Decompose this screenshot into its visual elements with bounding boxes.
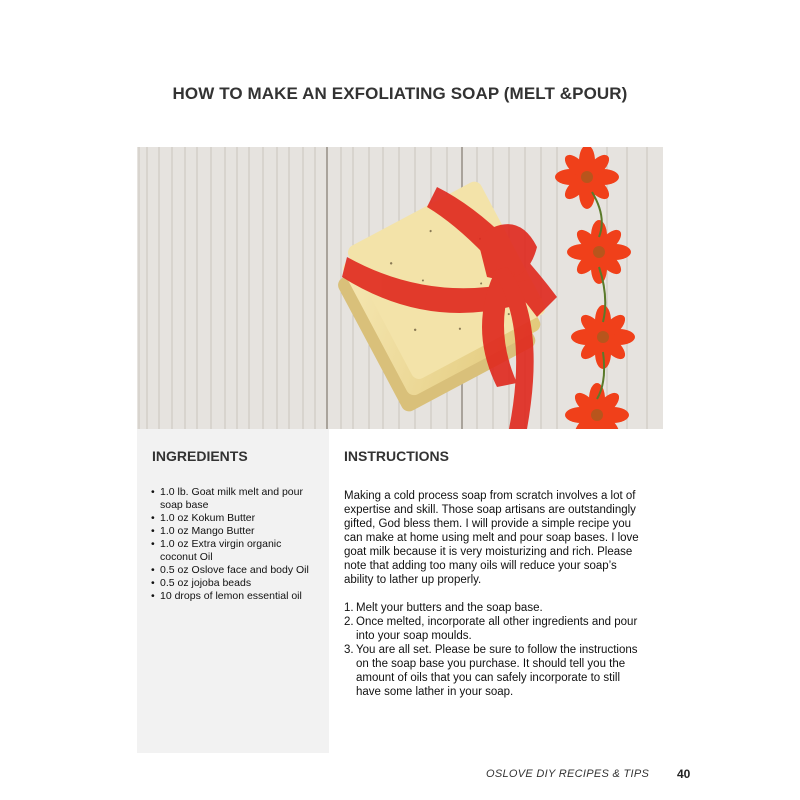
step-number: 2.	[344, 616, 354, 628]
instruction-step	[344, 643, 644, 699]
step-number: 3.	[344, 644, 354, 656]
ingredients-heading: INGREDIENTS	[152, 448, 248, 464]
page-number: 40	[677, 767, 691, 781]
ingredient-item: • 1.0 oz Extra virgin organic coconut Oil	[150, 538, 318, 564]
step-text: Melt your butters and the soap base.	[356, 602, 543, 614]
ingredient-item: • 1.0 lb. Goat milk melt and pour soap base	[150, 486, 318, 512]
ingredient-item: • 10 drops of lemon essential oil	[150, 590, 318, 603]
step-number: 1.	[344, 602, 354, 614]
instructions-steps	[344, 601, 644, 699]
soap-photo	[137, 147, 663, 429]
step-text: Once melted, incorporate all other ingredients and pour into your soap moulds.	[356, 616, 638, 642]
ingredient-item: • 1.0 oz Mango Butter	[150, 525, 318, 538]
ingredient-item: • 0.5 oz Oslove face and body Oil	[150, 564, 318, 577]
instructions-heading: INSTRUCTIONS	[344, 448, 449, 464]
footer-text: OSLOVE DIY RECIPES & TIPS	[486, 768, 650, 780]
instruction-step	[344, 601, 644, 615]
instruction-step	[344, 615, 644, 643]
ingredients-list	[150, 486, 318, 603]
ingredient-item: • 1.0 oz Kokum Butter	[150, 512, 318, 525]
step-text: You are all set. Please be sure to follow the instructions on the soap base you purchase. It should tell you the amount of oils that you can safely incorporate to still have some lather in your soap.	[356, 644, 638, 698]
ingredient-item: • 0.5 oz jojoba beads	[150, 577, 318, 590]
instructions-intro: Making a cold process soap from scratch involves a lot of expertise and skill. Those soap artisans are outstandingly gifted, God bless them. I will provide a simple recipe you can make at home using melt and pour soap bases. I love goat milk because it is very moisturizing and rich. Please note that adding too many oils will reduce your soap’s ability to lather up properly.	[344, 490, 639, 586]
page-title: HOW TO MAKE AN EXFOLIATING SOAP (MELT &POUR)	[172, 84, 628, 103]
